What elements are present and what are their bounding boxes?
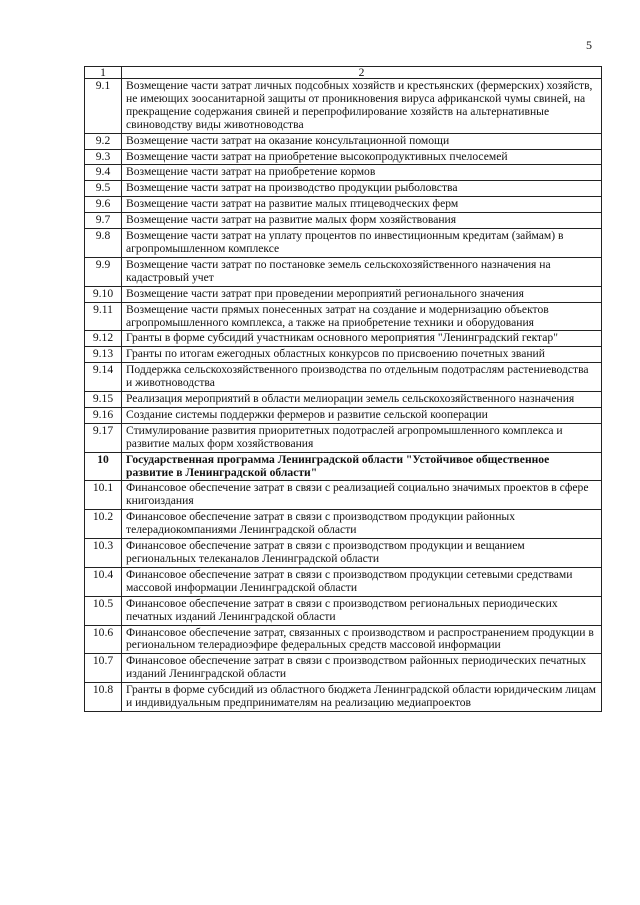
table-row	[85, 481, 602, 510]
row-number: 10.1	[85, 481, 122, 510]
row-description: Возмещение части затрат личных подсобных хозяйств и крестьянских (фермерских) хозяйств, не имеющих зоосанитарной защиты от проникновения вируса африканской чумы свиней, на прекращение содержания свиней и перепрофилирование хозяйств на альтернативные свиноводству виды животноводства	[122, 79, 602, 134]
table-row	[85, 133, 602, 149]
row-description: Гранты в форме субсидий из областного бюджета Ленинградской области юридическим лицам и индивидуальным предпринимателям на реализацию медиапроектов	[122, 683, 602, 712]
row-number: 9.13	[85, 347, 122, 363]
row-number: 9.7	[85, 213, 122, 229]
table-row	[85, 407, 602, 423]
row-description: Возмещение части затрат при проведении мероприятий регионального значения	[122, 286, 602, 302]
row-number: 9.8	[85, 229, 122, 258]
row-description: Возмещение части затрат на оказание консультационной помощи	[122, 133, 602, 149]
row-description: Стимулирование развития приоритетных подотраслей агропромышленного комплекса и развитие малых форм хозяйствования	[122, 423, 602, 452]
row-description: Возмещение части затрат на развитие малых птицеводческих ферм	[122, 197, 602, 213]
row-number: 10.4	[85, 567, 122, 596]
row-description: Реализация мероприятий в области мелиорации земель сельскохозяйственного назначения	[122, 392, 602, 408]
table-row	[85, 347, 602, 363]
row-description: Поддержка сельскохозяйственного производства по отдельным подотраслям растениеводства и животноводства	[122, 363, 602, 392]
table-row	[85, 596, 602, 625]
row-description: Финансовое обеспечение затрат в связи с производством региональных периодических печатных изданий Ленинградской области	[122, 596, 602, 625]
row-number: 9.1	[85, 79, 122, 134]
row-description: Финансовое обеспечение затрат в связи с производством районных периодических печатных изданий Ленинградской области	[122, 654, 602, 683]
table-row	[85, 197, 602, 213]
table-body	[85, 67, 602, 712]
table-row	[85, 654, 602, 683]
row-number: 9.12	[85, 331, 122, 347]
row-description: Государственная программа Ленинградской области "Устойчивое общественное развитие в Ленинградской области"	[122, 452, 602, 481]
row-description: Возмещение части затрат на приобретение высокопродуктивных пчелосемей	[122, 149, 602, 165]
row-description: Возмещение части затрат на приобретение кормов	[122, 165, 602, 181]
table-header-row	[85, 67, 602, 79]
row-number: 9.11	[85, 302, 122, 331]
row-number: 10.6	[85, 625, 122, 654]
table-row	[85, 286, 602, 302]
table-row	[85, 423, 602, 452]
row-number: 10.7	[85, 654, 122, 683]
row-number: 9.5	[85, 181, 122, 197]
row-description: Финансовое обеспечение затрат в связи с производством продукции районных телерадиокомпаниями Ленинградской области	[122, 510, 602, 539]
row-number: 9.6	[85, 197, 122, 213]
table-row	[85, 539, 602, 568]
row-description: Возмещение части затрат на производство продукции рыболовства	[122, 181, 602, 197]
table-row	[85, 567, 602, 596]
table-section-row	[85, 452, 602, 481]
row-description: Гранты в форме субсидий участникам основного мероприятия "Ленинградский гектар"	[122, 331, 602, 347]
row-description: Возмещение части затрат на развитие малых форм хозяйствования	[122, 213, 602, 229]
row-number: 9.3	[85, 149, 122, 165]
header-cell-description: 2	[122, 67, 602, 79]
row-number: 10	[85, 452, 122, 481]
row-number: 9.16	[85, 407, 122, 423]
row-description: Гранты по итогам ежегодных областных конкурсов по присвоению почетных званий	[122, 347, 602, 363]
row-description: Финансовое обеспечение затрат в связи с производством продукции сетевыми средствами массовой информации Ленинградской области	[122, 567, 602, 596]
table-row	[85, 392, 602, 408]
table-row	[85, 510, 602, 539]
table-row	[85, 213, 602, 229]
row-number: 10.2	[85, 510, 122, 539]
measures-table	[84, 66, 602, 712]
row-number: 9.4	[85, 165, 122, 181]
row-number: 9.9	[85, 257, 122, 286]
table-row	[85, 257, 602, 286]
row-number: 10.8	[85, 683, 122, 712]
row-number: 9.15	[85, 392, 122, 408]
row-number: 9.17	[85, 423, 122, 452]
row-number: 9.2	[85, 133, 122, 149]
row-number: 10.5	[85, 596, 122, 625]
table-row	[85, 683, 602, 712]
table-row	[85, 181, 602, 197]
row-description: Возмещение части затрат по постановке земель сельскохозяйственного назначения на кадастровый учет	[122, 257, 602, 286]
page-number: 5	[586, 38, 592, 52]
header-cell-number: 1	[85, 67, 122, 79]
row-number: 10.3	[85, 539, 122, 568]
row-description: Возмещение части затрат на уплату процентов по инвестиционным кредитам (займам) в агропромышленном комплексе	[122, 229, 602, 258]
table-row	[85, 165, 602, 181]
row-number: 9.14	[85, 363, 122, 392]
table-row	[85, 625, 602, 654]
row-description: Финансовое обеспечение затрат в связи с производством продукции и вещанием региональных телеканалов Ленинградской области	[122, 539, 602, 568]
table-row	[85, 229, 602, 258]
table-row	[85, 79, 602, 134]
row-description: Создание системы поддержки фермеров и развитие сельской кооперации	[122, 407, 602, 423]
row-number: 9.10	[85, 286, 122, 302]
row-description: Финансовое обеспечение затрат, связанных с производством и распространением продукции в региональном телерадиоэфире федеральных средств массовой информации	[122, 625, 602, 654]
row-description: Финансовое обеспечение затрат в связи с реализацией социально значимых проектов в сфере книгоиздания	[122, 481, 602, 510]
table-row	[85, 149, 602, 165]
row-description: Возмещение части прямых понесенных затрат на создание и модернизацию объектов агропромышленного комплекса, а также на приобретение техники и оборудования	[122, 302, 602, 331]
table-row	[85, 302, 602, 331]
table-row	[85, 331, 602, 347]
table-row	[85, 363, 602, 392]
